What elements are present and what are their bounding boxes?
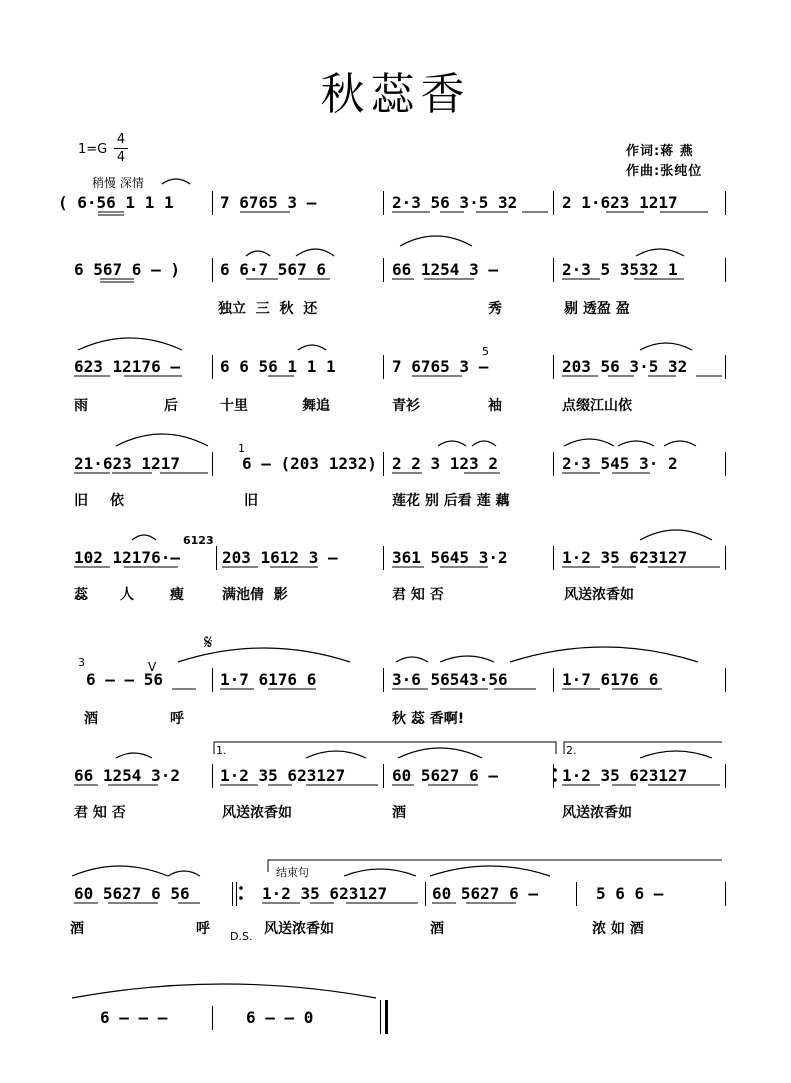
slur [296, 249, 334, 256]
lyric: 风送浓香如 [264, 921, 334, 937]
lyric: 呼 [170, 711, 184, 727]
measure: 60 5627 6 56 [74, 884, 190, 903]
lyric: 秀 [488, 301, 502, 317]
time-signature [114, 132, 128, 165]
lyric: 瘦 [170, 587, 184, 603]
lyric: 十里 [220, 398, 248, 414]
measure: 66 1254 3 – [392, 260, 498, 279]
grace-note: 6123 [183, 534, 214, 547]
slur [246, 251, 270, 256]
volta-2-label: 2. [566, 744, 577, 757]
slur [396, 657, 428, 662]
slur [618, 441, 654, 446]
slur [298, 345, 326, 350]
volta-bracket [214, 742, 556, 754]
staff-row-8 [0, 882, 791, 906]
measure: 1·7 6176 6 [220, 670, 317, 689]
slur [438, 441, 466, 446]
staff-row-2 [0, 258, 791, 282]
lyric: 旧 [244, 493, 258, 509]
staff-row-4 [0, 452, 791, 476]
slur [132, 535, 156, 540]
lyric: 莲花 别 后看 莲 藕 [392, 493, 510, 509]
staff-row-7 [0, 764, 791, 788]
lyric: 酒 [392, 805, 406, 821]
lyric: 君 知 否 [392, 587, 444, 603]
staff-row-5 [0, 546, 791, 570]
lyric: 雨 [74, 398, 88, 414]
lyric: 酒 [70, 921, 84, 937]
measure: 66 1254 3·2 [74, 766, 180, 785]
slur [398, 748, 482, 758]
segno-sign: 𝄋 [204, 630, 213, 654]
grace-note: 5 [482, 345, 489, 358]
lyric: 独立 三 秋 还 [218, 301, 318, 317]
slur [78, 338, 182, 350]
lyric: 君 知 否 [74, 805, 126, 821]
final-barline-thick [385, 1000, 388, 1034]
slur [640, 751, 712, 758]
measure: 2·3 5 3532 1 [562, 260, 678, 279]
measure: 1·2 35 623127 [262, 884, 388, 903]
measure: 60 5627 6 – [392, 766, 498, 785]
ending-bracket [268, 860, 722, 872]
slur [430, 866, 550, 876]
staff-row-3 [0, 355, 791, 379]
measure: 203 56 3·5 32 [562, 357, 688, 376]
measure: 60 5627 6 – [432, 884, 538, 903]
slur [168, 871, 200, 876]
lyric: 袖 [488, 398, 502, 414]
measure: 7 6765 3 – [220, 193, 317, 212]
lyric: 秋 蕊 香啊! [392, 711, 465, 727]
lyric: 蕊 [74, 587, 88, 603]
measure: ( 6·56 1 1 1 [58, 193, 174, 212]
slur [564, 439, 614, 446]
volta-bracket [564, 742, 722, 754]
song-title: 秋蕊香 [320, 69, 471, 120]
slur [344, 869, 416, 876]
lyric: 青衫 [392, 398, 420, 414]
measure: 1·2 35 623127 [562, 548, 688, 567]
lyric: 后 [164, 398, 178, 414]
measure: 21·623 1217 [74, 454, 180, 473]
lyricist-credit: 作词:蒋 燕 [626, 144, 694, 159]
measure: 5 6 6 – [596, 884, 664, 903]
lyric: 酒 [84, 711, 98, 727]
lyric: 风送浓香如 [564, 587, 634, 603]
measure: 6 – – 0 [246, 1008, 314, 1027]
grace-note: 1 [238, 442, 245, 455]
staff-row-6 [0, 668, 791, 692]
measure: 6 – – – [100, 1008, 168, 1027]
measure: 6 567 6 – ) [74, 260, 180, 279]
measure: 361 5645 3·2 [392, 548, 508, 567]
measure: 2 1·623 1217 [562, 193, 678, 212]
slur [72, 866, 168, 876]
ending-label: 结束句 [276, 866, 309, 879]
measure: 1·2 35 623127 [220, 766, 346, 785]
grace-note: 3 [78, 656, 85, 669]
lyric: 剔 透盈 盈 [564, 301, 630, 317]
slur [116, 434, 208, 446]
slur [72, 984, 376, 998]
lyric: 依 [110, 493, 124, 509]
measure: 2·3 56 3·5 32 [392, 193, 518, 212]
tempo-marking: 稍慢 深情 [92, 176, 144, 190]
breath-mark: V [148, 660, 157, 674]
measure: 102 12176·— [74, 548, 180, 567]
time-signature-top: 4 [116, 132, 126, 147]
measure: 6 6·7 567 6 [220, 260, 326, 279]
final-barline-thin [380, 1000, 381, 1034]
measure: 1·7 6176 6 [562, 670, 659, 689]
dal-segno: D.S. [230, 930, 253, 943]
measure: 6 6 56 1 1 1 [220, 357, 336, 376]
composer-credit: 作曲:张纯位 [626, 164, 703, 179]
measure: 2·3 545 3· 2 [562, 454, 678, 473]
slur [472, 441, 496, 446]
lyric: 浓 如 酒 [592, 921, 644, 937]
staff-row-1 [0, 191, 791, 215]
measure: 7 6765 3 – [392, 357, 489, 376]
slur [636, 249, 684, 256]
slur [400, 236, 472, 246]
lyric: 酒 [430, 921, 444, 937]
lyric: 点缀江山依 [562, 398, 632, 414]
slur [440, 656, 494, 662]
measure: 3·6 56543·56 [392, 670, 508, 689]
measure: 623 12176 – [74, 357, 180, 376]
slur [510, 647, 698, 662]
slur [640, 530, 712, 540]
measure: 2 2 3 123 2 [392, 454, 498, 473]
slur [116, 753, 152, 758]
lyric: 满池倩 影 [222, 587, 288, 603]
slur [664, 441, 696, 446]
time-signature-bottom: 4 [116, 150, 126, 165]
measure: 203 1612 3 – [222, 548, 338, 567]
measure: 6 – – 56 [86, 670, 164, 689]
slur [306, 751, 366, 758]
slur [162, 179, 190, 184]
volta-1-label: 1. [216, 744, 227, 757]
measure: 6 — (203 1232) [242, 454, 377, 473]
lyric: 风送浓香如 [562, 805, 632, 821]
staff-row-9 [0, 1006, 791, 1030]
lyric: 风送浓香如 [222, 805, 292, 821]
measure: 1·2 35 623127 [562, 766, 688, 785]
lyric: 呼 [196, 921, 210, 937]
lyric: 旧 [74, 493, 88, 509]
key-signature: 1=G [78, 142, 108, 157]
lyric: 人 [120, 587, 134, 603]
lyric: 舞追 [302, 398, 330, 414]
slur [640, 343, 692, 350]
